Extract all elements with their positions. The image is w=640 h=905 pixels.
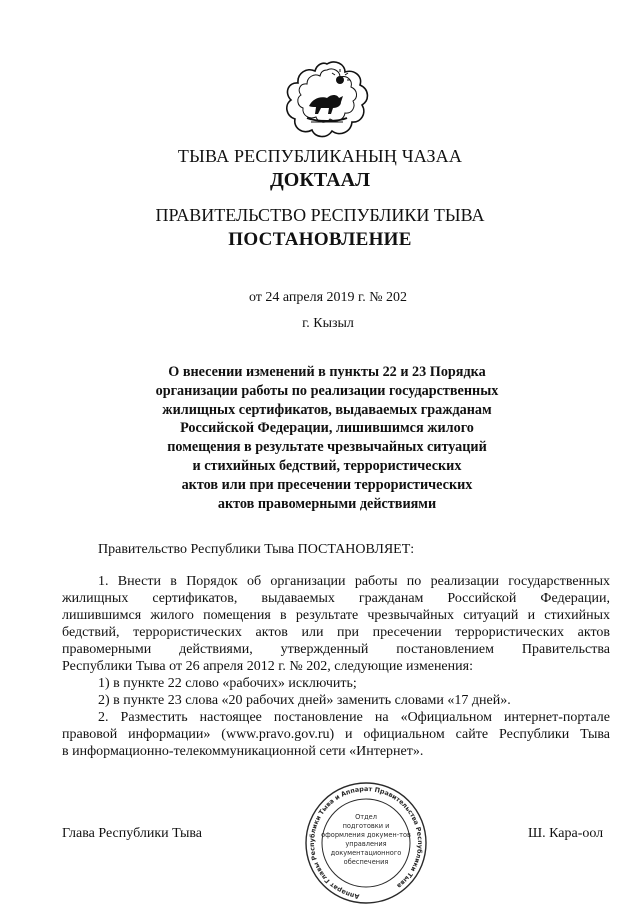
signature-name: Ш. Кара-оол [528, 826, 604, 841]
stamp-center-line: подготовки и [342, 822, 390, 830]
body-line: 2) в пункте 23 слова «20 рабочих дней» заменить словами «17 дней». [98, 693, 511, 708]
header-russian-decree: ПОСТАНОВЛЕНИЕ [228, 229, 412, 250]
body-line: 2. Разместить настоящее постановление на «Официальном интернет-портале [98, 710, 610, 725]
header-tuvan-government: ТЫВА РЕСПУБЛИКАНЫҢ ЧАЗАА [177, 146, 463, 166]
title-line: актов или при пресечении террористических [181, 476, 473, 493]
body-line: жилищных сертификатов, выдаваемых гражданам Российской Федерации, [62, 591, 610, 606]
stamp-center-line: оформления докумен-тов [321, 831, 411, 839]
stamp-center-line: управления [345, 840, 387, 848]
header-tuvan-decree: ДОКТААЛ [270, 169, 370, 191]
body-line: 1) в пункте 22 слово «рабочих» исключить; [98, 676, 357, 691]
stamp-center-line: Отдел [355, 813, 377, 821]
document-title [120, 363, 534, 513]
document-date: от 24 апреля 2019 г. № 202 [248, 290, 408, 305]
document-city: г. Кызыл [302, 316, 354, 331]
body-line: 1. Внести в Порядок об организации работы по реализации государственных [98, 574, 610, 589]
stamp-center-line: обеспечения [343, 858, 389, 866]
body-line: лишившимся жилого помещения в результате чрезвычайных ситуаций и стихийных [62, 608, 610, 623]
title-line: О внесении изменений в пункты 22 и 23 Порядка [168, 364, 486, 380]
body-line: правомерными действиями, утвержденный постановлением Правительства [62, 642, 610, 657]
decree-intro: Правительство Республики Тыва ПОСТАНОВЛЯЕТ: [98, 542, 415, 557]
signature-position: Глава Республики Тыва [62, 826, 203, 841]
body-line: Республики Тыва от 26 апреля 2012 г. № 202, следующие изменения: [62, 659, 473, 674]
body-line: правовой информации» (www.pravo.gov.ru) и официальном сайте Республики Тыва [62, 727, 610, 742]
tuva-emblem-icon [283, 60, 371, 140]
title-line: актов правомерными действиями [217, 495, 437, 512]
body-line: бедствий, террористических актов или при пресечении террористических актов [62, 625, 610, 640]
title-line: организации работы по реализации государственных [155, 382, 499, 399]
stamp-ring-text: Аппарат Главы Республики Тыва и Аппарат Правительства Республики Тыва [308, 784, 425, 901]
header-russian-government: ПРАВИТЕЛЬСТВО РЕСПУБЛИКИ ТЫВА [155, 205, 485, 225]
title-line: Российской Федерации, лишившимся жилого [180, 420, 474, 437]
decree-body [62, 573, 610, 760]
title-line: помещения в результате чрезвычайных ситуаций [167, 439, 487, 456]
stamp-center-line: документационного [330, 849, 402, 857]
title-line: жилищных сертификатов, выдаваемых гражданам [162, 401, 492, 418]
body-line: в информационно-телекоммуникационной сети «Интернет». [62, 744, 424, 759]
official-stamp-icon [296, 781, 436, 905]
title-line: и стихийных бедствий, террористических [192, 457, 462, 474]
